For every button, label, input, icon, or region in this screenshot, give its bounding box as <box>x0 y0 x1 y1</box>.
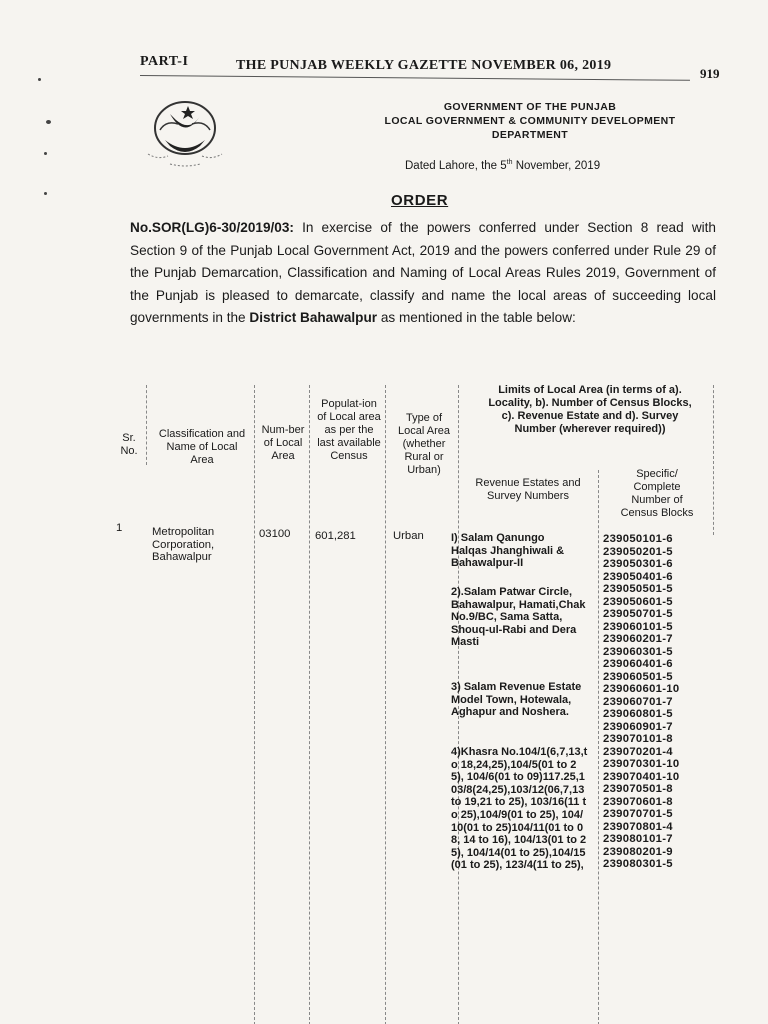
gov-line-3: DEPARTMENT <box>491 129 569 141</box>
order-body-2: as mentioned in the table below: <box>377 310 576 325</box>
row-classification: Metropolitan Corporation, Bahawalpur <box>152 526 215 564</box>
header-number: Num-ber of Local Area <box>261 424 305 462</box>
census-block-item: 239060501-5 <box>603 670 673 683</box>
census-block-item: 239060801-5 <box>603 708 673 720</box>
census-block-item: 239070501-8 <box>603 783 673 795</box>
census-block-item: 239060301-5 <box>603 645 673 658</box>
dated-prefix: Dated Lahore, the 5 <box>405 159 507 172</box>
census-block-item: 239060401-6 <box>603 658 673 670</box>
census-block-item: 239070201-4 <box>603 745 673 758</box>
row-type: Urban <box>393 530 424 542</box>
page-number: 919 <box>700 66 720 81</box>
census-block-item: 239070101-8 <box>603 733 673 745</box>
header-type: Type of Local Area (whether Rural or Urban) <box>398 412 450 476</box>
census-block-item: 239060701-7 <box>603 695 673 708</box>
col-rule <box>146 385 147 465</box>
gazette-title: THE PUNJAB WEEKLY GAZETTE NOVEMBER 06, 2019 <box>236 58 612 73</box>
col-rule <box>713 385 714 535</box>
col-rule <box>385 385 386 1024</box>
order-paragraph <box>130 217 716 330</box>
census-block-item: 239060901-7 <box>603 720 673 733</box>
header-revenue: Revenue Estates and Survey Numbers <box>475 477 581 502</box>
revenue-item-1: I) Salam Qanungo Halqas Jhanghiwali & Bahawalpur-II <box>451 532 565 570</box>
revenue-item-4: 4)Khasra No.104/1(6,7,13,to 18,24,25),104/5(01 to 25), 104/6(01 to 09)117.25,103/8(24,25),103/12(06,7,13 to 19,21 to 25), 103/16(11 to 25),104/9(01 to 25), 104/10(01 to 25)104/11(01 to 08, 14 to 16), 104/13(01 to 25), 104/14(01 to 25),104/15(01 to 25), 123/4(11 to 25), <box>451 746 588 872</box>
order-number: No.SOR(LG)6-30/2019/03: <box>130 220 294 235</box>
census-block-item: 239070701-5 <box>603 808 673 820</box>
part-label: PART-I <box>140 54 189 69</box>
district-name: District Bahawalpur <box>249 310 378 325</box>
gov-line-2: LOCAL GOVERNMENT & COMMUNITY DEVELOPMENT <box>384 115 676 127</box>
census-block-item: 239070401-10 <box>603 770 680 783</box>
header-classification: Classification and Name of Local Area <box>158 428 246 466</box>
col-rule <box>598 470 599 1024</box>
census-block-item: 239050401-6 <box>603 570 673 583</box>
dated-suffix: November, 2019 <box>512 159 601 172</box>
census-block-item: 239080301-5 <box>603 858 673 870</box>
census-block-item: 239050301-6 <box>603 558 673 570</box>
punjab-emblem-logo <box>140 92 230 170</box>
header-population: Populat-ion of Local area as per the last available Census <box>317 398 381 462</box>
census-block-item: 239070601-8 <box>603 795 673 808</box>
scan-speck <box>44 152 47 155</box>
census-blocks-list <box>603 533 679 871</box>
gov-line-1: GOVERNMENT OF THE PUNJAB <box>443 101 617 113</box>
order-title: ORDER <box>391 192 449 209</box>
scan-speck <box>46 120 51 124</box>
scan-speck <box>38 78 41 81</box>
census-block-item: 239050601-5 <box>603 595 673 608</box>
header-sr: Sr. No. <box>120 432 138 457</box>
census-block-item: 239050501-5 <box>603 583 673 595</box>
header-rule <box>140 75 690 81</box>
scan-speck <box>44 192 47 195</box>
census-block-item: 239070301-10 <box>603 758 680 770</box>
header-limits: Limits of Local Area (in terms of a). Locality, b). Number of Census Blocks, c). Revenue Estate and d). Survey Number (wherever required)) <box>488 384 692 435</box>
order-body-1: In exercise of the powers conferred under Section 8 read with Section 9 of the Punjab Local Government Act, 2019 and the powers conferred under Rule 29 of the Punjab Demarcation, Classification and Naming of Local Areas Rules 2019, Government of the Punjab is pleased to demarcate, classify and name the local areas of succeeding local governments in the <box>130 220 716 325</box>
census-block-item: 239050201-5 <box>603 545 673 558</box>
revenue-item-2: 2).Salam Patwar Circle, Bahawalpur, Hamati,Chak No.9/BC, Sama Satta, Shouq-ul-Rabi and Dera Masti <box>451 586 586 649</box>
census-block-item: 239050701-5 <box>603 608 673 620</box>
census-block-item: 239080201-9 <box>603 845 673 858</box>
census-block-item: 239050101-6 <box>603 533 673 545</box>
header-census-blocks: Specific/ Complete Number of Census Blocks <box>620 468 694 519</box>
census-block-item: 239080101-7 <box>603 833 673 845</box>
census-block-item: 239060201-7 <box>603 633 673 645</box>
row-sr: 1 <box>116 522 123 534</box>
census-block-item: 239070801-4 <box>603 820 673 833</box>
col-rule <box>254 385 255 1024</box>
revenue-item-3: 3) Salam Revenue Estate Model Town, Hotewala, Aghapur and Noshera. <box>451 681 582 719</box>
census-block-item: 239060101-5 <box>603 620 673 633</box>
department-heading <box>360 100 700 142</box>
dated-sup: th <box>506 159 513 166</box>
col-rule <box>309 385 310 1024</box>
col-rule <box>458 385 459 1024</box>
census-block-item: 239060601-10 <box>603 683 680 695</box>
dated-line <box>405 159 600 172</box>
row-number: 03100 <box>259 528 291 540</box>
row-population: 601,281 <box>315 530 356 542</box>
